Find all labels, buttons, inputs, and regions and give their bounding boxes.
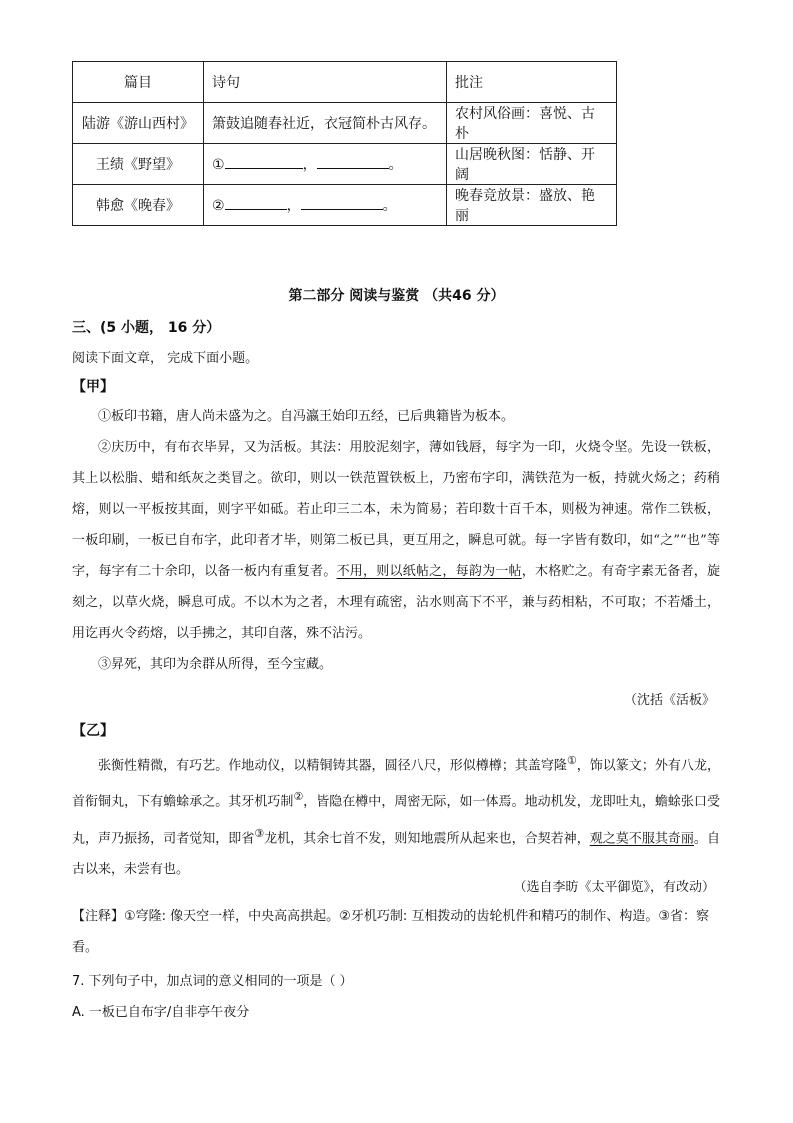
header-title: 篇目 [73, 62, 204, 103]
table-row [73, 103, 617, 144]
poem-table [72, 61, 617, 226]
part-title: 第二部分 阅读与鉴赏 （共46 分） [288, 288, 505, 304]
underlined-sentence: 不用，则以纸帖之，每韵为一帖 [336, 564, 522, 579]
row-verse-blanks [204, 144, 447, 185]
jia-passage [72, 401, 720, 680]
underlined-sentence: 观之莫不服其奇丽 [589, 830, 694, 846]
answer-blank[interactable] [317, 167, 389, 169]
table-row [73, 185, 617, 226]
passage-text: 张衡性精微，有巧艺。作地动仪，以精铜铸其器，圆径八尺，形似樽樽；其盖穹隆 [98, 758, 567, 774]
row-verse: 箫鼓追随春社近，衣冠简朴古风存。 [204, 103, 447, 144]
row-title: 陆游《游山西村》 [73, 103, 204, 144]
header-verse: 诗句 [204, 62, 447, 103]
footnote-mark: ② [293, 790, 304, 804]
row-note: 农村风俗画：喜悦、古朴 [447, 103, 617, 144]
answer-blank[interactable] [225, 208, 287, 210]
passage-text: ，木格贮之。有奇字素无备者，旋刻之，以草火烧，瞬息可成。不以木为之者，木理有疏密，沾水则高下不平，兼与药相粘，不可取；不若燔土，用讫再火令药熔，以手拂之，其印自落，殊不沾污。 [72, 564, 720, 641]
blank-separator: ， [302, 157, 317, 173]
jia-paragraph-3: ③昇死，其印为余群从所得，至今宝藏。 [98, 657, 333, 672]
passage-text: ，饰以篆文；外有八龙，首衔铜丸，下有蟾蜍承之。其牙机巧制 [72, 758, 720, 810]
passage-text: 。自古以来，未尝有也。 [72, 830, 720, 877]
passage-text: ，皆隐在樽中，周密无际，如一体焉。地动机发，龙即吐丸，蟾蜍张口受丸，声乃振扬，司者觉知，即省 [72, 794, 720, 846]
passage-text: 龙机，其余七首不发，则知地震所从起来也，合契若神， [264, 830, 590, 846]
blank-number: ② [212, 198, 225, 214]
yi-label: 【乙】 [72, 723, 114, 739]
header-note: 批注 [447, 62, 617, 103]
yi-paragraph [72, 745, 720, 885]
jia-label: 【甲】 [72, 379, 114, 395]
answer-blank[interactable] [301, 208, 383, 210]
row-note: 山居晚秋图：恬静、开阔 [447, 144, 617, 185]
answer-blank[interactable] [225, 167, 303, 169]
row-title: 韩愈《晚春》 [73, 185, 204, 226]
blank-end: 。 [388, 157, 403, 173]
question-stem: 7. 下列句子中，加点词的意义相同的一项是（ ） [72, 974, 353, 989]
blank-separator: ， [286, 198, 301, 214]
yi-passage [72, 745, 720, 885]
annotations: 【注释】①穹隆: 像天空一样，中央高高拱起。②牙机巧制: 互相拨动的齿轮机件和精巧的制作、构造。③省：察看。 [72, 909, 709, 955]
row-verse-blanks [204, 185, 447, 226]
row-note: 晚春竞放景：盛放、艳丽 [447, 185, 617, 226]
blank-number: ① [212, 157, 225, 173]
row-title: 王绩《野望》 [73, 144, 204, 185]
section-heading: 三、(5 小题， 16 分） [72, 320, 221, 336]
question-option-a[interactable]: A. 一板已自布字/自非亭午夜分 [72, 1005, 250, 1020]
table-header-row [73, 62, 617, 103]
instruction: 阅读下面文章， 完成下面小题。 [72, 351, 259, 366]
table-row [73, 144, 617, 185]
jia-source: （沈括《活板》 [623, 693, 715, 708]
yi-source: （选自李昉《太平御览》，有改动） [513, 880, 715, 895]
footnote-mark: ① [566, 754, 577, 767]
blank-end: 。 [382, 198, 397, 214]
footnote-mark: ③ [254, 826, 265, 840]
jia-paragraph-1: ①板印书籍，唐人尚未盛为之。自冯瀛王始印五经，已后典籍皆为板本。 [98, 409, 515, 424]
passage-text: ②庆历中，有布衣毕昇，又为活板。其法：用胶泥刻字，薄如钱唇，每字为一印，火烧令坚。先设一铁板，其上以松脂、蜡和纸灰之类冒之。欲印，则以一铁范置铁板上，乃密布字印，满铁范为一板，持就火炀之；药稍熔，则以一平板按其面，则字平如砥。若止印三二本，未为简易；若印数十百千本，则极为神速。常作二铁板，一板印刷，一板已自布字，此印者才毕，则第二板已具，更互用之，瞬息可就。每一字皆有数印，如“之”“也”等字，每字有二十余印，以备一板内有重复者。 [72, 440, 720, 579]
jia-paragraph-2 [72, 432, 720, 649]
